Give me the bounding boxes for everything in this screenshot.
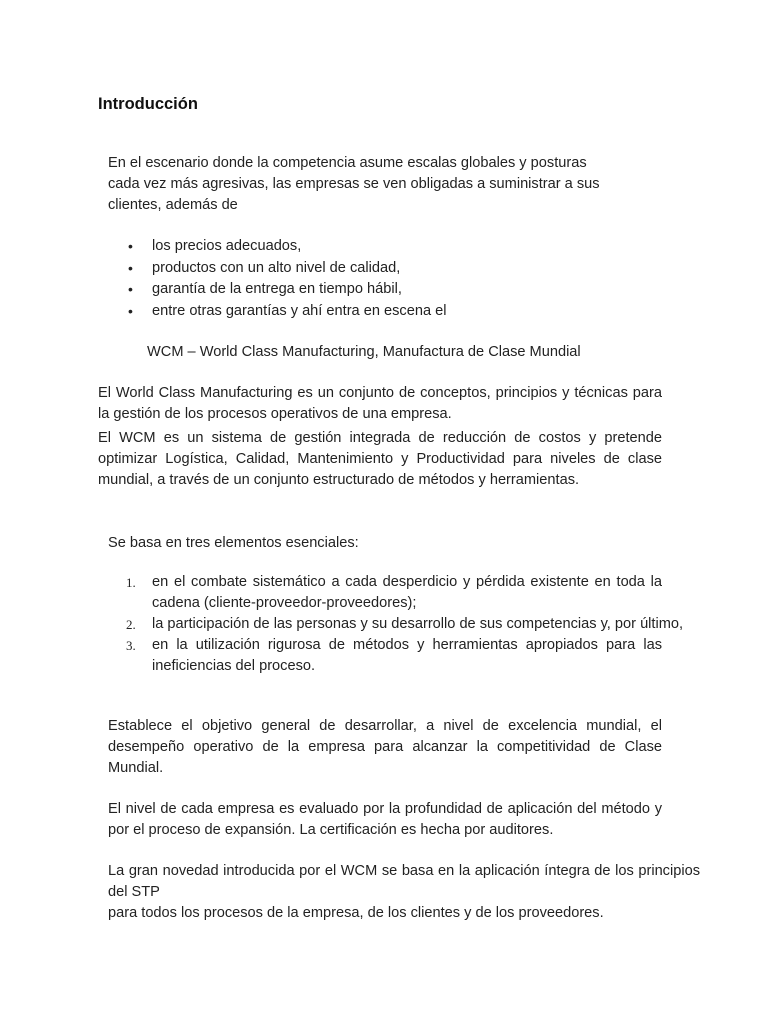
- wcm-heading: WCM – World Class Manufacturing, Manufactura de Clase Mundial: [147, 344, 581, 360]
- bullet-text: entre otras garantías y ahí entra en escena el: [152, 302, 447, 319]
- bullet-icon: •: [128, 238, 133, 254]
- numbered-item: [126, 614, 702, 635]
- bullet-icon: •: [128, 259, 133, 276]
- bullet-item: [128, 301, 447, 323]
- novedad-paragraph: La gran novedad introducida por el WCM se basa en la aplicación íntegra de los principios del STP: [108, 863, 700, 900]
- intro-paragraph: [108, 153, 668, 216]
- item-number: 1.: [126, 575, 136, 590]
- numbered-list: [126, 572, 702, 677]
- base-intro: Se basa en tres elementos esenciales:: [108, 535, 359, 551]
- item-text: en el combate sistemático a cada desperdicio y pérdida existente en toda la cadena (cliente-proveedor-proveedores);: [152, 574, 662, 611]
- numbered-item: [126, 572, 662, 614]
- novedad-continuation: para todos los procesos de la empresa, de los clientes y de los proveedores.: [108, 905, 604, 921]
- wcm-definition-paragraph: El World Class Manufacturing es un conjunto de conceptos, principios y técnicas para la gestión de los procesos operativos de una empresa.: [98, 385, 662, 422]
- intro-line: En el escenario donde la competencia asume escalas globales y posturas: [108, 155, 587, 171]
- objetivo-paragraph: Establece el objetivo general de desarrollar, a nivel de excelencia mundial, el desempeño operativo de la empresa para alcanzar la competitividad de Clase Mundial.: [108, 718, 662, 776]
- bullet-text: productos con un alto nivel de calidad,: [152, 259, 401, 276]
- document-title: Introducción: [98, 95, 198, 113]
- bullet-text: garantía de la entrega en tiempo hábil,: [152, 281, 402, 297]
- bullet-item: [128, 236, 447, 258]
- item-number: 3.: [126, 638, 136, 653]
- item-number: 2.: [126, 617, 136, 632]
- wcm-system-paragraph: El WCM es un sistema de gestión integrada de reducción de costos y pretende optimizar Logística, Calidad, Mantenimiento y Productividad para niveles de clase mundial, a través de un conjunto estructurado de métodos y herramientas.: [98, 430, 662, 488]
- item-text: en la utilización rigurosa de métodos y herramientas apropiados para las ineficiencias del proceso.: [152, 637, 662, 674]
- bullet-item: [128, 258, 447, 280]
- intro-line: clientes, además de: [108, 197, 238, 213]
- bullet-icon: •: [128, 281, 133, 297]
- bullet-item: [128, 279, 447, 301]
- intro-line: cada vez más agresivas, las empresas se ven obligadas a suministrar a sus: [108, 176, 600, 192]
- numbered-item: [126, 635, 662, 677]
- bullet-text: los precios adecuados,: [152, 238, 302, 254]
- item-text: la participación de las personas y su desarrollo de sus competencias y, por último,: [152, 616, 684, 632]
- bullet-icon: •: [128, 302, 133, 319]
- bullet-list: [128, 236, 447, 322]
- nivel-paragraph: El nivel de cada empresa es evaluado por la profundidad de aplicación del método y por el proceso de expansión. La certificación es hecha por auditores.: [108, 801, 662, 838]
